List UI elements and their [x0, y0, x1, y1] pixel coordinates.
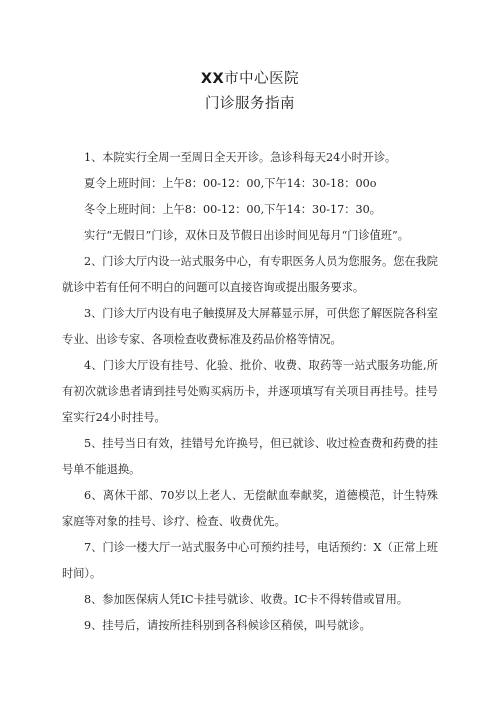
paragraph-holiday: 实行“无假日”门诊，双休日及节假日出诊时间见每月“门诊值班”。: [84, 229, 409, 242]
paragraph-1: 1、本院实行全周一至周日全天开诊。急诊科每天24小时开诊。: [84, 151, 397, 164]
paragraph-winter-hours: 冬令上班时间：上午8：00-12：00,下午14：30-17：30。: [84, 203, 381, 216]
hospital-title-prefix: XX: [200, 71, 225, 87]
paragraph-5: 5、挂号当日有效，挂错号允许换号，但已就诊、收过检查费和药费的挂号单不能退换。: [62, 437, 438, 476]
paragraph-4: 4、门诊大厅设有挂号、化验、批价、收费、取药等一站式服务功能,所有初次就诊患者请到挂号处购买病历卡，并逐项填写有关项目再挂号。挂号室实行24小时挂号。: [62, 359, 438, 424]
paragraph-6: 6、离休干部、70岁以上老人、无偿献血奉献奖，道德模范，计生特殊家庭等对象的挂号、诊疗、检查、收费优先。: [62, 489, 438, 528]
paragraph-8: 8、参加医保病人凭IC卡挂号就诊、收费。IC卡不得转借或冒用。: [84, 593, 408, 606]
paragraph-summer-hours: 夏令上班时间：上午8：00-12：00,下午14：30-18：00o: [84, 177, 377, 190]
paragraph-7: 7、门诊一楼大厅一站式服务中心可预约挂号，电话预约：X（正常上班时间）。: [62, 541, 438, 580]
hospital-title-name: 市中心医院: [224, 71, 300, 87]
document-subtitle: 门诊服务指南: [205, 96, 295, 112]
paragraph-3: 3、门诊大厅内设有电子触摸屏及大屏幕显示屏，可供您了解医院各科室专业、出诊专家、各项检查收费标准及药品价格等情况。: [62, 307, 438, 346]
hospital-title: [0, 70, 500, 88]
paragraph-2: 2、门诊大厅内设一站式服务中心，有专职医务人员为您服务。您在我院就诊中若有任何不明白的问题可以直接咨询或提出服务要求。: [62, 255, 438, 294]
document-body: [62, 145, 438, 639]
paragraph-9: 9、挂号后，请按所挂科别到各科候诊区稍侯，叫号就诊。: [84, 619, 371, 632]
